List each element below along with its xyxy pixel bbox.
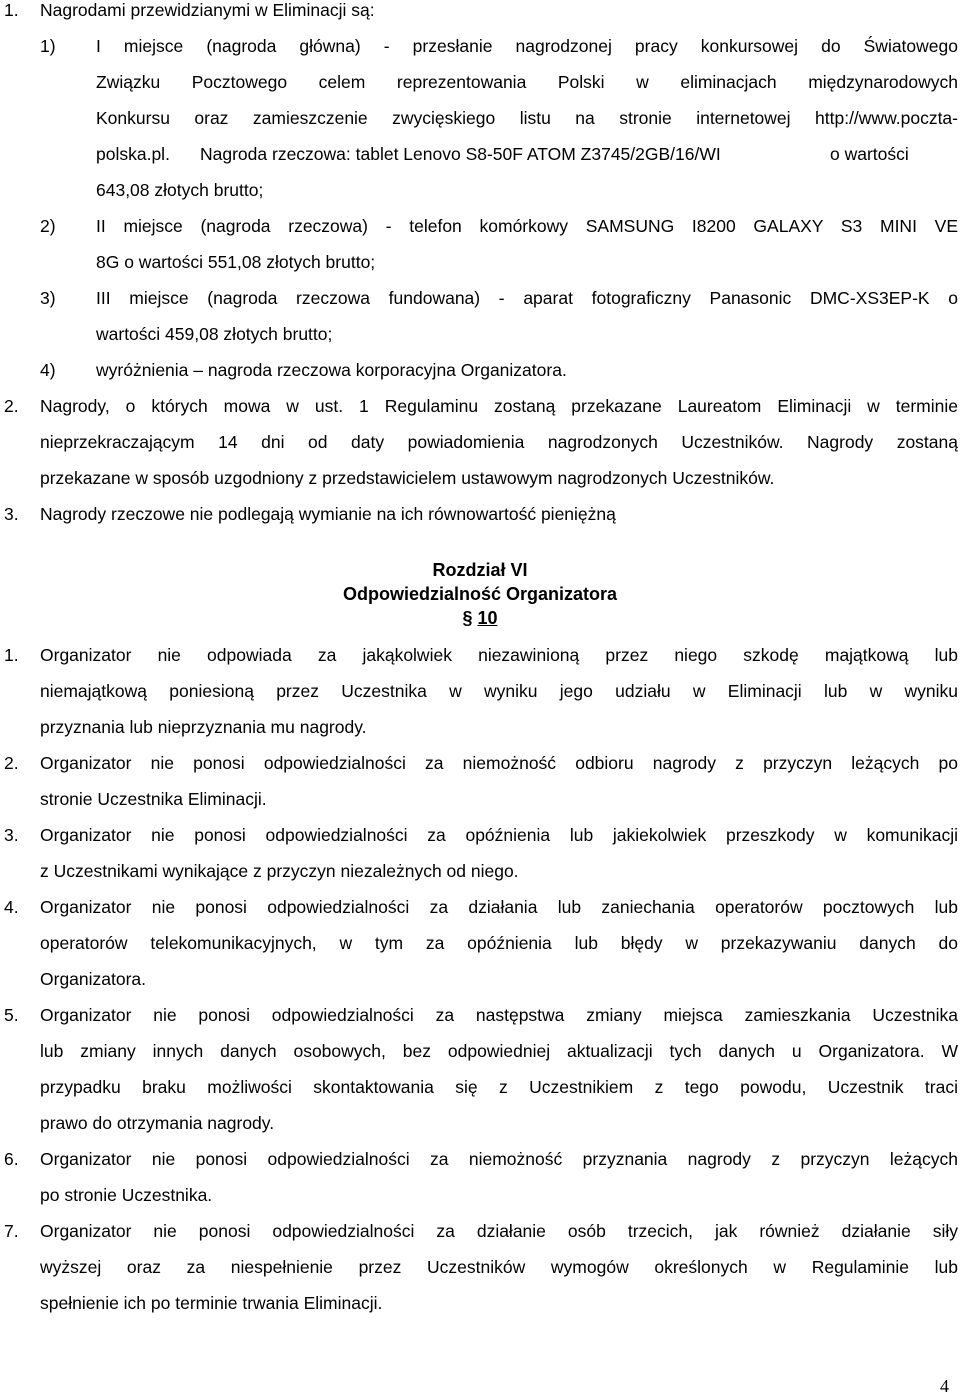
paragraph-symbol: § 10 [462, 608, 498, 628]
prizes-paragraph-2 [0, 388, 960, 424]
text-line: Organizator nie ponosi odpowiedzialności za działanie osób trzecich, jak również działanie siły [40, 1221, 958, 1241]
list-number: 1. [4, 645, 19, 665]
text-line: 8G o wartości 551,08 złotych brutto; [96, 252, 376, 272]
chapter-title: Rozdział VI [432, 560, 528, 580]
list-number: 5. [4, 1005, 19, 1025]
prizes-section [0, 0, 960, 532]
website-link[interactable]: polska.pl. [96, 144, 170, 164]
liability-item-6 [0, 1141, 960, 1177]
text-line: stronie Uczestnika Eliminacji. [40, 789, 267, 809]
text-line: Organizator nie ponosi odpowiedzialności za niemożność przyznania nagrody z przyczyn leżących [40, 1149, 958, 1169]
list-number: 3) [40, 288, 56, 308]
list-number: 3. [4, 504, 19, 524]
text-line: Organizatora. [40, 969, 147, 989]
text-line: przypadku braku możliwości skontaktowania się z Uczestnikiem z tego powodu, Uczestnik traci [40, 1077, 958, 1097]
text-line: Organizator nie ponosi odpowiedzialności za następstwa zmiany miejsca zamieszkania Uczestnika [40, 1005, 958, 1025]
list-number: 1) [40, 36, 56, 56]
list-number: 6. [4, 1149, 19, 1169]
list-number: 2. [4, 753, 19, 773]
text-line: lub zmiany innych danych osobowych, bez odpowiedniej aktualizacji tych danych u Organizatora. W [40, 1041, 958, 1061]
text-line: II miejsce (nagroda rzeczowa) - telefon komórkowy SAMSUNG I8200 GALAXY S3 MINI VE [96, 216, 958, 236]
liability-section [0, 637, 960, 1321]
prize-item-4 [0, 352, 960, 388]
text-line: prawo do otrzymania nagrody. [40, 1113, 275, 1133]
text-line: Organizator nie odpowiada za jakąkolwiek niezawinioną przez niego szkodę majątkową lub [40, 645, 958, 665]
text-line: I miejsce (nagroda główna) - przesłanie nagrodzonej pracy konkursowej do Światowego [96, 36, 958, 56]
prize-item-2 [0, 208, 960, 244]
paragraph-text: Nagrodami przewidzianymi w Eliminacji są: [40, 0, 375, 20]
text-line: Organizator nie ponosi odpowiedzialności za niemożność odbioru nagrody z przyczyn leżących po [40, 753, 958, 773]
text-line: Konkursu oraz zamieszczenie zwycięskiego listu na stronie internetowej http://www.poczta- [96, 108, 958, 128]
prize-item-1 [0, 28, 960, 64]
text-line: III miejsce (nagroda rzeczowa fundowana) - aparat fotograficzny Panasonic DMC-XS3EP-K o [96, 288, 958, 308]
liability-item-3 [0, 817, 960, 853]
text-line: Organizator nie ponosi odpowiedzialności za opóźnienia lub jakiekolwiek przeszkody w komunikacji [40, 825, 958, 845]
text-line: przyznania lub nieprzyznania mu nagrody. [40, 717, 367, 737]
text-line: wartości 459,08 złotych brutto; [96, 324, 333, 344]
text-line: niemajątkową poniesioną przez Uczestnika w wyniku jego udziału w Eliminacji lub w wyniku [40, 681, 958, 701]
text-line: operatorów telekomunikacyjnych, w tym za opóźnienia lub błędy w przekazywaniu danych do [40, 933, 958, 953]
liability-item-2 [0, 745, 960, 781]
text-line: nieprzekraczającym 14 dni od daty powiadomienia nagrodzonych Uczestników. Nagrody zostaną [40, 432, 958, 452]
liability-item-7 [0, 1213, 960, 1249]
page-number: 4 [940, 1376, 949, 1396]
text-line: Organizator nie ponosi odpowiedzialności za działania lub zaniechania operatorów pocztowych lub [40, 897, 958, 917]
list-number: 4) [40, 360, 56, 380]
liability-item-5 [0, 997, 960, 1033]
list-number: 4. [4, 897, 19, 917]
text-line: przekazane w sposób uzgodniony z przedstawicielem ustawowym nagrodzonych Uczestników. [40, 468, 775, 488]
text-line: spełnienie ich po terminie trwania Eliminacji. [40, 1293, 383, 1313]
liability-item-1 [0, 637, 960, 673]
text-line: z Uczestnikami wynikające z przyczyn niezależnych od niego. [40, 861, 519, 881]
text-line: o wartości [830, 144, 909, 164]
list-number: 3. [4, 825, 19, 845]
chapter-subtitle: Odpowiedzialność Organizatora [342, 584, 618, 604]
list-number: 2. [4, 396, 19, 416]
text-line: Nagrody, o których mowa w ust. 1 Regulaminu zostaną przekazane Laureatom Eliminacji w terminie [40, 396, 958, 416]
liability-item-4 [0, 889, 960, 925]
prizes-paragraph-3 [0, 496, 960, 532]
text-line: Nagroda rzeczowa: tablet Lenovo S8-50F ATOM Z3745/2GB/16/WI [200, 144, 721, 164]
text-line: 643,08 złotych brutto; [96, 180, 264, 200]
text-line: po stronie Uczestnika. [40, 1185, 213, 1205]
text-line: Nagrody rzeczowe nie podlegają wymianie na ich równowartość pieniężną [40, 504, 616, 524]
list-number: 2) [40, 216, 56, 236]
text-line: Związku Pocztowego celem reprezentowania Polski w eliminacjach międzynarodowych [96, 72, 958, 92]
list-number: 7. [4, 1221, 19, 1241]
text-line: wyróżnienia – nagroda rzeczowa korporacyjna Organizatora. [96, 360, 567, 380]
prizes-intro [0, 0, 960, 28]
list-number: 1. [4, 0, 19, 20]
prize-item-3 [0, 280, 960, 316]
text-line: wyższej oraz za niespełnienie przez Uczestników wymogów określonych w Regulaminie lub [40, 1257, 958, 1277]
